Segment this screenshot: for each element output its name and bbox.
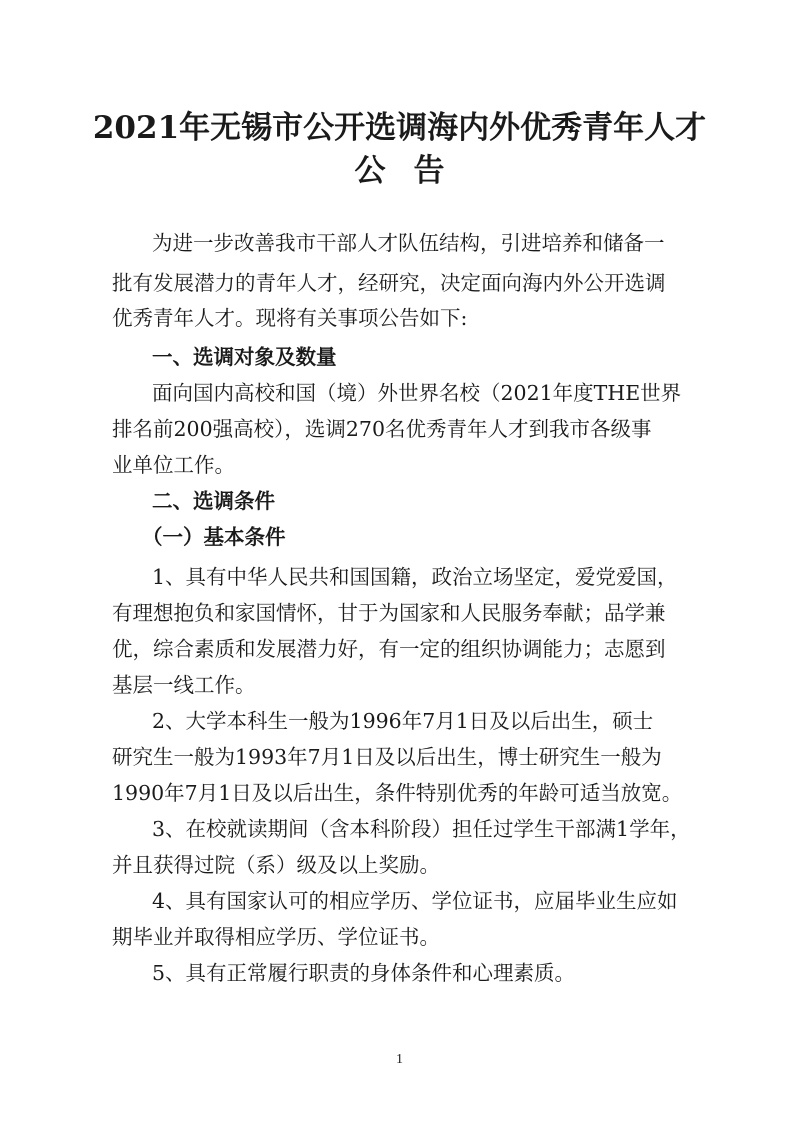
intro-line-2: 批有发展潜力的青年人才，经研究，决定面向海内外公开选调 — [112, 271, 666, 295]
section1-line-2: 排名前200强高校），选调270名优秀青年人才到我市各级事 — [112, 417, 652, 441]
section2-heading: 二、选调条件 — [152, 489, 275, 513]
item3-line-1: 3、在校就读期间（含本科阶段）担任过学生干部满1学年， — [152, 817, 691, 841]
item3-line-2: 并且获得过院（系）级及以上奖励。 — [112, 853, 440, 877]
section1-line-3: 业单位工作。 — [112, 453, 235, 477]
intro-line-1: 为进一步改善我市干部人才队伍结构，引进培养和储备一 — [152, 231, 665, 255]
item5-line-1: 5、具有正常履行职责的身体条件和心理素质。 — [152, 961, 576, 985]
document-title-line1: 2021年无锡市公开选调海内外优秀青年人才 — [92, 110, 707, 146]
item1-line-4: 基层一线工作。 — [112, 673, 256, 697]
intro-line-3: 优秀青年人才。现将有关事项公告如下: — [112, 306, 468, 330]
item4-line-1: 4、具有国家认可的相应学历、学位证书，应届毕业生应如 — [152, 889, 678, 913]
item2-line-3: 1990年7月1日及以后出生，条件特别优秀的年龄可适当放宽。 — [112, 781, 683, 805]
item1-line-3: 优，综合素质和发展潜力好，有一定的组织协调能力；志愿到 — [112, 637, 666, 661]
item1-line-1: 1、具有中华人民共和国国籍，政治立场坚定，爱党爱国， — [152, 565, 678, 589]
section1-heading: 一、选调对象及数量 — [152, 345, 337, 369]
document-title-line2: 公告 — [354, 153, 473, 189]
section1-line-1: 面向国内高校和国（境）外世界名校（2021年度THE世界 — [152, 381, 682, 405]
item2-line-2: 研究生一般为1993年7月1日及以后出生，博士研究生一般为 — [112, 745, 662, 769]
item1-line-2: 有理想抱负和家国情怀，甘于为国家和人民服务奉献；品学兼 — [112, 601, 666, 625]
page-number: 1 — [396, 1052, 403, 1067]
item4-line-2: 期毕业并取得相应学历、学位证书。 — [112, 925, 440, 949]
section2-subheading: （一）基本条件 — [142, 525, 286, 549]
item2-line-1: 2、大学本科生一般为1996年7月1日及以后出生，硕士 — [152, 709, 654, 733]
